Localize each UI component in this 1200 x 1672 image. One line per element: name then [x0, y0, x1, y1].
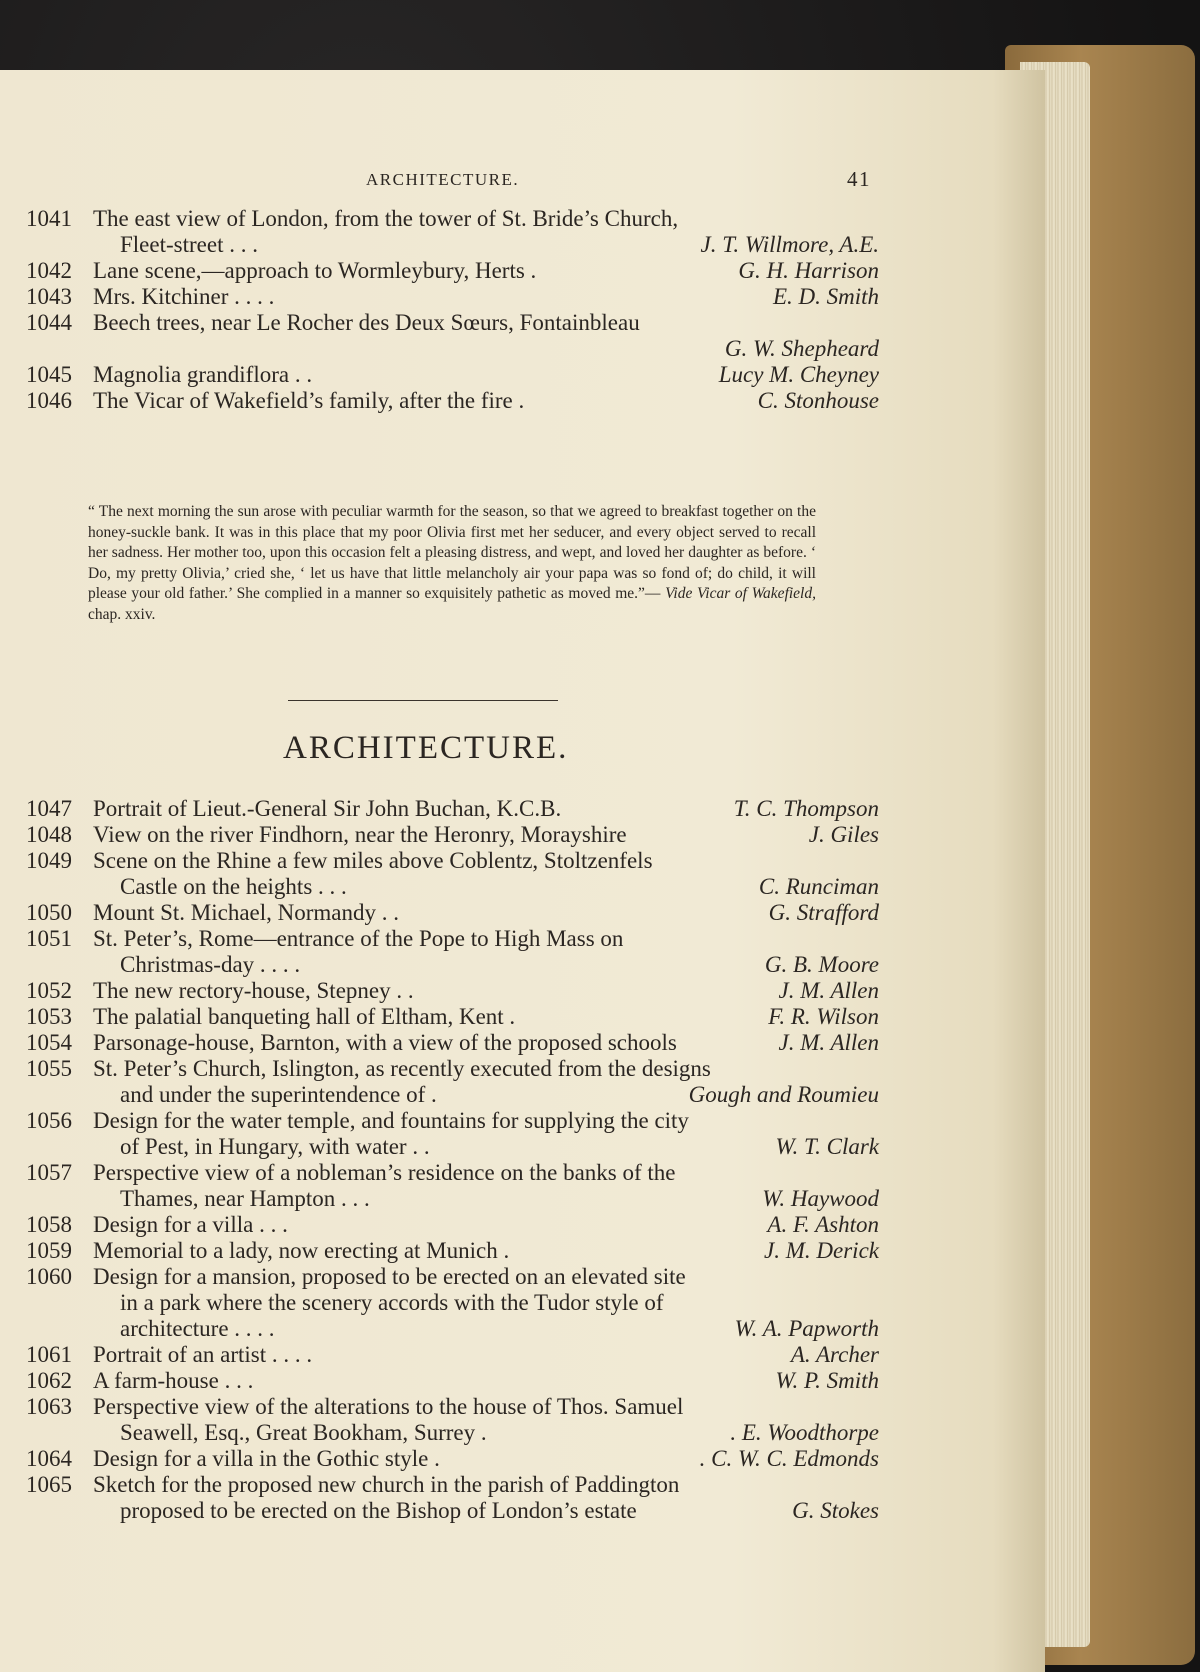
catalogue-entry — [0, 388, 1045, 414]
entry-artist: T. C. Thompson — [733, 796, 879, 821]
entry-line — [0, 1264, 1045, 1290]
entry-number: 1045 — [26, 362, 72, 387]
quote-text: “ The next morning the sun arose with peculiar warmth for the season, so that we agreed to breakfast together on the honey-suckle bank. It was in this place that my poor Olivia first met her seducer, and every object served to recall her sadness. Her mother too, upon this occasion felt a pleasing distress, and wept, and loved her daughter as before. ‘ Do, my pretty Olivia,’ cried she, ‘ let us have that little melancholy air your papa was so fond of; do child, it will please your old father.’ She complied in a manner so exquisitely pathetic as moved me.”— — [88, 503, 816, 602]
catalogue-entry — [0, 796, 1045, 822]
running-title: ARCHITECTURE. — [366, 170, 520, 189]
entry-number: 1049 — [26, 848, 72, 873]
quote-citation: Vide Vicar of Wakefield, — [665, 585, 816, 602]
entry-title: Sketch for the proposed new church in the parish of Paddington — [93, 1472, 680, 1497]
entry-title: in a park where the scenery accords with the Tudor style of — [120, 1290, 664, 1315]
catalogue-entry — [0, 258, 1045, 284]
entry-line — [0, 1004, 1045, 1030]
entry-title: architecture . . . . — [120, 1316, 275, 1341]
entry-title: Seawell, Esq., Great Bookham, Surrey . — [120, 1420, 487, 1445]
catalogue-entry — [0, 822, 1045, 848]
entry-artist: W. T. Clark — [775, 1134, 879, 1159]
entry-artist: J. T. Willmore, A.E. — [700, 232, 879, 257]
entry-line — [0, 388, 1045, 414]
entry-number: 1063 — [26, 1394, 72, 1419]
entry-number: 1050 — [26, 900, 72, 925]
entry-artist: G. W. Shepheard — [724, 336, 879, 361]
entry-title: The Vicar of Wakefield’s family, after the fire . — [93, 388, 525, 413]
section-title-text: ARCHITECTURE. — [283, 730, 569, 766]
entry-title: Lane scene,—approach to Wormleybury, Herts . — [93, 258, 537, 283]
catalogue-entry — [0, 1368, 1045, 1394]
entry-artist: G. Stokes — [792, 1498, 879, 1523]
entry-artist: J. M. Allen — [778, 978, 879, 1003]
entry-number: 1059 — [26, 1238, 72, 1263]
catalogue-entry — [0, 1030, 1045, 1056]
catalogue-entry — [0, 206, 1045, 258]
entry-line — [0, 1290, 1045, 1316]
catalogue-entry — [0, 978, 1045, 1004]
entry-number: 1057 — [26, 1160, 72, 1185]
quote-block — [88, 502, 816, 625]
entry-artist: C. Stonhouse — [757, 388, 879, 413]
entry-number: 1043 — [26, 284, 72, 309]
entry-artist: W. P. Smith — [775, 1368, 879, 1393]
entry-line — [0, 1368, 1045, 1394]
entry-line — [0, 310, 1045, 336]
entry-artist: J. M. Derick — [764, 1238, 879, 1263]
entry-line — [0, 232, 1045, 258]
entry-line — [0, 258, 1045, 284]
entry-artist: G. Strafford — [768, 900, 879, 925]
entry-number: 1061 — [26, 1342, 72, 1367]
entry-number: 1047 — [26, 796, 72, 821]
catalogue-entry — [0, 1472, 1045, 1524]
entry-number: 1048 — [26, 822, 72, 847]
entry-title: Christmas-day . . . . — [120, 952, 301, 977]
entry-line — [0, 1316, 1045, 1342]
entry-number: 1056 — [26, 1108, 72, 1133]
entry-title: St. Peter’s, Rome—entrance of the Pope to High Mass on — [93, 926, 624, 951]
entry-artist: . E. Woodthorpe — [730, 1420, 879, 1445]
entry-number: 1046 — [26, 388, 72, 413]
entry-line — [0, 978, 1045, 1004]
entry-number: 1042 — [26, 258, 72, 283]
entry-artist: J. M. Allen — [778, 1030, 879, 1055]
entry-title: Beech trees, near Le Rocher des Deux Sœurs, Fontainbleau — [93, 310, 640, 335]
catalogue-entry — [0, 1446, 1045, 1472]
entry-title: Design for the water temple, and fountains for supplying the city — [93, 1108, 689, 1133]
entry-line — [0, 1186, 1045, 1212]
catalogue-entry — [0, 1056, 1045, 1108]
entry-line — [0, 874, 1045, 900]
entry-title: of Pest, in Hungary, with water . . — [120, 1134, 430, 1159]
entry-title: Mrs. Kitchiner . . . . — [93, 284, 275, 309]
entry-number: 1058 — [26, 1212, 72, 1237]
entry-title: View on the river Findhorn, near the Heronry, Morayshire — [93, 822, 627, 847]
entry-title: Perspective view of a nobleman’s residence on the banks of the — [93, 1160, 676, 1185]
catalogue-entry — [0, 926, 1045, 978]
catalogue-entry — [0, 284, 1045, 310]
entry-artist: J. Giles — [808, 822, 879, 847]
entry-title: Fleet-street . . . — [120, 232, 258, 257]
section-divider — [288, 700, 558, 701]
catalogue-entry — [0, 1394, 1045, 1446]
entry-line — [0, 926, 1045, 952]
catalogue-entry — [0, 1004, 1045, 1030]
entry-artist-line — [0, 336, 1045, 362]
entry-line — [0, 1134, 1045, 1160]
catalogue-entry — [0, 1238, 1045, 1264]
entry-title: Portrait of an artist . . . . — [93, 1342, 313, 1367]
entry-title: Perspective view of the alterations to the house of Thos. Samuel — [93, 1394, 684, 1419]
entry-number: 1060 — [26, 1264, 72, 1289]
catalogue-entry — [0, 1160, 1045, 1212]
entry-line — [0, 206, 1045, 232]
catalogue-entry — [0, 900, 1045, 926]
page-number: 41 — [847, 167, 871, 191]
entry-line — [0, 1108, 1045, 1134]
catalogue-entry — [0, 1264, 1045, 1342]
entry-line — [0, 1082, 1045, 1108]
entry-title: Portrait of Lieut.-General Sir John Buchan, K.C.B. — [93, 796, 562, 821]
quote-citation-tail: chap. xxiv. — [88, 605, 156, 623]
entry-title: Memorial to a lady, now erecting at Munich . — [93, 1238, 510, 1263]
catalogue-entry — [0, 310, 1045, 362]
entry-title: Parsonage-house, Barnton, with a view of the proposed schools — [93, 1030, 677, 1055]
entry-title: Design for a mansion, proposed to be erected on an elevated site — [93, 1264, 686, 1289]
entry-number: 1055 — [26, 1056, 72, 1081]
entry-number: 1051 — [26, 926, 72, 951]
entry-line — [0, 362, 1045, 388]
entry-title: Mount St. Michael, Normandy . . — [93, 900, 399, 925]
catalogue-entry — [0, 1212, 1045, 1238]
entry-title: The palatial banqueting hall of Eltham, Kent . — [93, 1004, 516, 1029]
entries-top — [0, 206, 1045, 414]
entry-line — [0, 1420, 1045, 1446]
entry-number: 1041 — [26, 206, 72, 231]
entry-title: Design for a villa in the Gothic style . — [93, 1446, 440, 1471]
entry-line — [0, 284, 1045, 310]
entry-artist: G. B. Moore — [764, 952, 879, 977]
entry-line — [0, 1030, 1045, 1056]
entry-title: Thames, near Hampton . . . — [120, 1186, 370, 1211]
entry-title: Magnolia grandiflora . . — [93, 362, 313, 387]
entry-number: 1062 — [26, 1368, 72, 1393]
entry-title: A farm-house . . . — [93, 1368, 254, 1393]
entry-artist: F. R. Wilson — [768, 1004, 879, 1029]
entry-line — [0, 1446, 1045, 1472]
entry-artist: A. F. Ashton — [767, 1212, 879, 1237]
entry-line — [0, 1394, 1045, 1420]
entry-artist: . C. W. C. Edmonds — [699, 1446, 879, 1471]
catalogue-entry — [0, 362, 1045, 388]
entry-number: 1053 — [26, 1004, 72, 1029]
entry-title: proposed to be erected on the Bishop of London’s estate — [120, 1498, 637, 1523]
entry-title: The east view of London, from the tower of St. Bride’s Church, — [93, 206, 679, 231]
entry-line — [0, 900, 1045, 926]
catalogue-entry — [0, 848, 1045, 900]
entry-line — [0, 1160, 1045, 1186]
entry-number: 1064 — [26, 1446, 72, 1471]
catalogue-entry — [0, 1108, 1045, 1160]
entry-number: 1044 — [26, 310, 72, 335]
entry-line — [0, 822, 1045, 848]
entry-line — [0, 848, 1045, 874]
entry-number: 1065 — [26, 1472, 72, 1497]
catalogue-entry — [0, 1342, 1045, 1368]
entry-line — [0, 1212, 1045, 1238]
entry-artist: C. Runciman — [758, 874, 879, 899]
entry-artist: Gough and Roumieu — [688, 1082, 879, 1107]
entry-line — [0, 1238, 1045, 1264]
entry-artist: A. Archer — [790, 1342, 879, 1367]
entry-line — [0, 1342, 1045, 1368]
catalogue-page — [0, 70, 1045, 1672]
entry-line — [0, 952, 1045, 978]
entry-artist: W. Haywood — [762, 1186, 879, 1211]
entry-title: and under the superintendence of . — [120, 1082, 437, 1107]
entry-title: Design for a villa . . . — [93, 1212, 288, 1237]
entry-title: Castle on the heights . . . — [120, 874, 347, 899]
entry-title: Scene on the Rhine a few miles above Coblentz, Stoltzenfels — [93, 848, 653, 873]
entry-title: St. Peter’s Church, Islington, as recently executed from the designs — [93, 1056, 711, 1081]
entry-number: 1054 — [26, 1030, 72, 1055]
entry-line — [0, 1056, 1045, 1082]
entry-title: The new rectory-house, Stepney . . — [93, 978, 414, 1003]
entry-line — [0, 1498, 1045, 1524]
entry-artist: G. H. Harrison — [738, 258, 879, 283]
entry-line — [0, 796, 1045, 822]
entry-line — [0, 1472, 1045, 1498]
entry-artist: W. A. Papworth — [734, 1316, 879, 1341]
entry-artist: E. D. Smith — [772, 284, 879, 309]
entries-bottom — [0, 796, 1045, 1524]
entry-number: 1052 — [26, 978, 72, 1003]
entry-artist: Lucy M. Cheyney — [718, 362, 879, 387]
